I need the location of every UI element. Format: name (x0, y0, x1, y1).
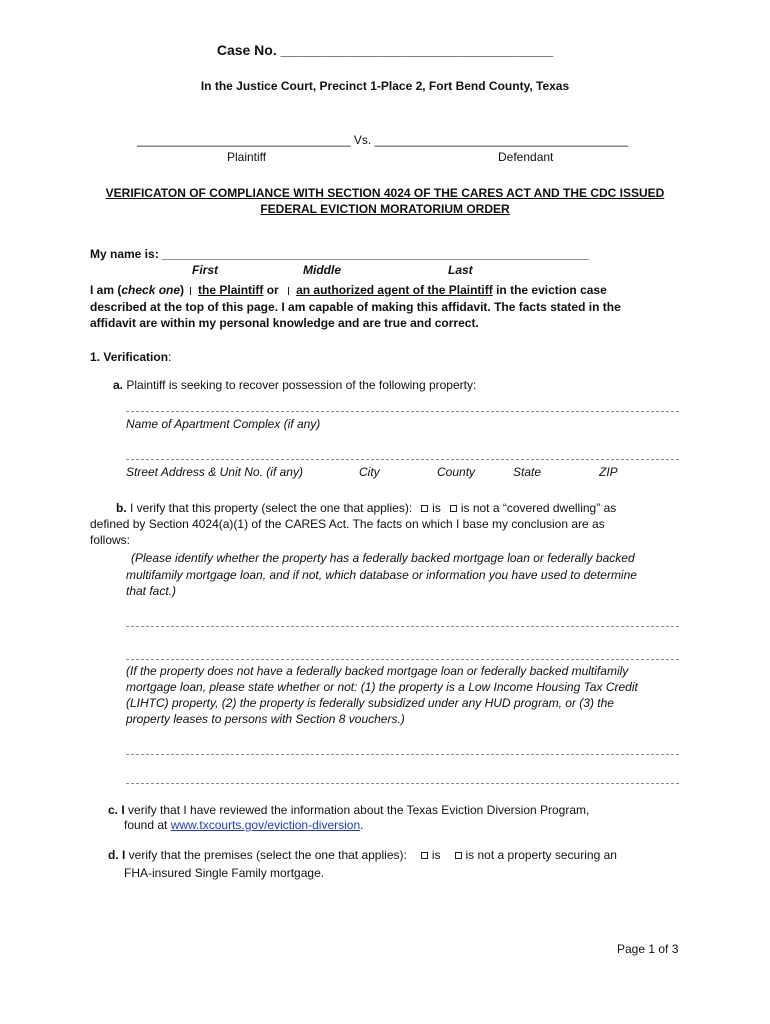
address-field[interactable] (126, 459, 679, 460)
i-am-line (90, 283, 607, 297)
fha-is-label: is (431, 848, 441, 862)
verification-heading (90, 350, 171, 364)
apartment-name-label: Name of Apartment Complex (if any) (126, 417, 321, 431)
verification-colon: : (168, 350, 172, 364)
subsidy-info-field-1[interactable] (126, 754, 679, 755)
document-title-line1: VERIFICATON OF COMPLIANCE WITH SECTION 4024 OF THE CARES ACT AND THE CDC ISSUED (105, 186, 665, 200)
item-b-text: I verify that this property (select the one that applies): (126, 501, 413, 515)
or-text: or (263, 283, 283, 297)
item-b-line3: follows: (90, 533, 131, 547)
item-a-line (113, 378, 476, 392)
item-a-text: Plaintiff is seeking to recover possession of the following property: (123, 378, 477, 392)
knowledge-line: affidavit are within my personal knowledge and are true and correct. (90, 316, 479, 330)
item-c-label: c. I (108, 803, 125, 817)
item-b-note7: property leases to persons with Section 8 vouchers.) (126, 712, 405, 726)
covered-is-not-label: is not a “covered dwelling” as (460, 501, 617, 515)
county-label: County (437, 465, 476, 479)
document-title-line2: FEDERAL EVICTION MORATORIUM ORDER (260, 202, 510, 216)
item-c-line (108, 803, 589, 817)
fha-is-not-label: is not a property securing an (465, 848, 617, 862)
covered-is-label: is (432, 501, 441, 515)
item-d-label: d. I (108, 848, 126, 862)
item-b-label: b. (116, 501, 127, 515)
zip-label: ZIP (599, 465, 618, 479)
item-d-line2: FHA-insured Single Family mortgage. (124, 866, 325, 880)
item-d-text: verify that the premises (select the one that applies): (125, 848, 407, 862)
court-line: In the Justice Court, Precinct 1-Place 2, Fort Bend County, Texas (200, 79, 570, 93)
city-label: City (359, 465, 380, 479)
fha-is-not-checkbox[interactable] (455, 852, 462, 859)
first-name-label: First (192, 263, 219, 277)
agent-checkbox[interactable] (288, 287, 289, 295)
in-case-text: in the eviction case (492, 283, 607, 297)
plaintiff-checkbox[interactable] (190, 287, 191, 295)
parties-vs-line[interactable]: ________________________________ Vs. ______________________________________ (137, 133, 629, 147)
the-plaintiff-option: the Plaintiff (198, 283, 264, 297)
subsidy-info-field-2[interactable] (126, 783, 679, 784)
capability-line: described at the top of this page. I am capable of making this affidavit. The facts stated in the (90, 300, 621, 314)
case-number-line[interactable]: Case No. ___________________________________ (216, 42, 554, 58)
item-c-text: verify that I have reviewed the information about the Texas Eviction Diversion Program, (124, 803, 590, 817)
item-b-note4: (If the property does not have a federally backed mortgage loan or federally backed multifamily (126, 664, 629, 678)
verification-title: . Verification (96, 350, 169, 364)
state-label: State (513, 465, 542, 479)
item-b-line (116, 501, 616, 515)
covered-is-checkbox[interactable] (421, 505, 428, 512)
item-b-note6: (LIHTC) property, (2) the property is federally subsidized under any HUD program, or (3) the (126, 696, 614, 710)
close-paren: ) (180, 283, 185, 297)
check-one-text: check one (121, 283, 181, 297)
plaintiff-label: Plaintiff (227, 150, 267, 164)
middle-name-label: Middle (303, 263, 341, 277)
item-b-note1: (Please identify whether the property has a federally backed mortgage loan or federally backed (131, 551, 635, 565)
defendant-label: Defendant (498, 150, 554, 164)
item-d-line (108, 848, 617, 862)
agent-option: an authorized agent of the Plaintiff (296, 283, 493, 297)
last-name-label: Last (448, 263, 473, 277)
my-name-line[interactable]: My name is: ________________________________________________________________ (90, 247, 590, 261)
item-b-note3: that fact.) (126, 584, 177, 598)
item-b-line2: defined by Section 4024(a)(1) of the CARES Act. The facts on which I base my conclusion are as (90, 517, 605, 531)
item-c-line2 (124, 818, 363, 832)
i-am-text: I am ( (90, 283, 122, 297)
page-number: Page 1 of 3 (617, 942, 679, 956)
mortgage-info-field-2[interactable] (126, 659, 679, 660)
item-b-note5: mortgage loan, please state whether or not: (1) the property is a Low Income Housing Tax Credit (126, 680, 638, 694)
verification-number: 1 (90, 350, 97, 364)
item-a-label: a. (113, 378, 124, 392)
eviction-diversion-link[interactable]: www.txcourts.gov/eviction-diversion (170, 818, 361, 832)
street-address-label: Street Address & Unit No. (if any) (126, 465, 303, 479)
item-b-note2: multifamily mortgage loan, and if not, which database or information you have used to determine (126, 568, 637, 582)
covered-is-not-checkbox[interactable] (450, 505, 457, 512)
mortgage-info-field-1[interactable] (126, 626, 679, 627)
fha-is-checkbox[interactable] (421, 852, 428, 859)
found-at-text: found at (124, 818, 171, 832)
item-c-period: . (360, 818, 364, 832)
apartment-name-field[interactable] (126, 411, 679, 412)
